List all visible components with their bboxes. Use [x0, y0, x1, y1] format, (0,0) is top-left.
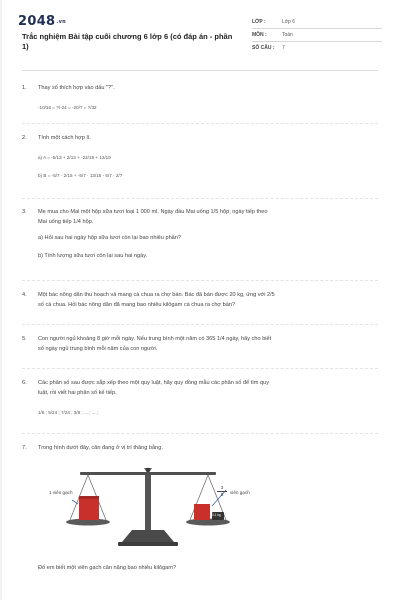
question-divider [22, 368, 378, 369]
balance-scale-figure [44, 460, 254, 550]
scale-base [122, 530, 174, 542]
left-brick [79, 496, 99, 520]
meta-table [252, 16, 382, 54]
left-brick-label: 1 viên gạch [49, 490, 73, 495]
question-text: Con người ngủ khoảng 8 giờ mỗi ngày. Nếu trung bình một năm có 365 1/4 ngày, hãy cho biết [38, 336, 272, 342]
meta-row-count [252, 42, 382, 54]
meta-value: 7 [282, 45, 285, 51]
scale-pillar [145, 475, 151, 530]
question-text: Mai uống tiếp 1/4 hộp. [38, 219, 94, 225]
question-divider [22, 324, 378, 325]
title-line-1: Trắc nghiệm Bài tập cuối chương 6 lớp 6 (có đáp án - phần [22, 32, 233, 41]
question-text: Mẹ mua cho Mai một hộp sữa tươi loại 1 000 ml. Ngày đầu Mai uống 1/5 hộp; ngày tiếp theo [38, 209, 268, 215]
meta-row-subject [252, 29, 382, 42]
question-body [38, 378, 269, 418]
question-text: Trong hình dưới đây, cân đang ở vị trí thăng bằng. [38, 445, 163, 451]
logo-suffix: .vn [56, 18, 67, 25]
fraction-label [217, 485, 227, 498]
question-divider [22, 198, 378, 199]
question-body [38, 334, 271, 354]
question-divider [22, 123, 378, 124]
left-brick-top [79, 496, 99, 499]
question-number: 1. [22, 85, 27, 91]
question-body [38, 83, 115, 113]
question-body [38, 443, 163, 453]
page-title [22, 32, 242, 52]
question-text: Các phân số sau được sắp xếp theo một quy luật, hãy quy đồng mẫu các phân số để tìm quy [38, 380, 269, 386]
right-brick-part [194, 504, 210, 520]
scale-knob [146, 468, 150, 472]
question-divider [22, 433, 378, 434]
logo-text: 2048 [18, 14, 56, 29]
logo[interactable] [18, 14, 66, 29]
question-part-a: a) A = -5/13 + 2/13 + -22/19 + 12/19 [38, 155, 111, 160]
scale-base-bottom [118, 542, 178, 546]
question-text: Thay số thích hợp vào dấu "?". [38, 85, 115, 91]
fraction-denominator: 5 [217, 491, 227, 498]
meta-label: LỚP : [252, 19, 266, 25]
question-number: 3. [22, 209, 27, 215]
meta-value: Toán [282, 32, 293, 38]
question-number: 4. [22, 292, 27, 298]
title-line-2: 1) [22, 42, 29, 51]
question-text: số cà chua. Hỏi bác nông dân đã mang bao nhiêu kilôgam cà chua ra chợ bán? [38, 302, 236, 308]
question-math: -10/16 = ?/-24 = -20/? = ?/32 [38, 105, 97, 110]
question-part-b: b) Tính lượng sữa tươi còn lại sau hai ngày. [38, 253, 148, 259]
right-brick-label: viên gạch [230, 490, 250, 495]
question-text: Một bác nông dân thu hoạch và mang cà chua ra chợ bán. Bác đã bán được 20 kg, ứng với 2/5 [38, 292, 275, 298]
fraction-numerator: 3 [220, 485, 224, 490]
page-header [0, 0, 400, 72]
meta-label: MÔN : [252, 32, 267, 38]
question-number: 7. [22, 445, 27, 451]
question-part-b: b) B = -5/7 · 2/15 + -5/7 · 13/15 - 5/7 · 2/7 [38, 173, 123, 178]
header-divider [22, 70, 378, 71]
page-edge [0, 0, 2, 600]
weight-label: 0,1 kg [212, 513, 221, 517]
question-body [38, 290, 275, 310]
question-number: 5. [22, 336, 27, 342]
question-text: Đố em biết một viên gạch cân nặng bao nhiêu kilôgam? [38, 565, 177, 571]
question-text: số ngày ngủ trung bình mỗi năm của con người. [38, 346, 158, 352]
question-body [38, 207, 267, 261]
question-body [38, 133, 122, 181]
question-number: 6. [22, 380, 27, 386]
question-part-a: a) Hỏi sau hai ngày hộp sữa tươi còn lại bao nhiêu phần? [38, 235, 182, 241]
question-math: 1/8 ; 5/24 ; 7/24 ; 3/8 ; ... ; ... ; [38, 410, 99, 415]
question-text: Tính một cách hợp lí. [38, 135, 91, 141]
meta-label: SỐ CÂU : [252, 45, 275, 51]
question-body [38, 563, 176, 573]
meta-value: Lớp 6 [282, 19, 296, 25]
question-number: 2. [22, 135, 27, 141]
meta-row-class [252, 16, 382, 29]
question-text: luật, rồi viết hai phân số kế tiếp. [38, 390, 117, 396]
question-divider [22, 280, 378, 281]
